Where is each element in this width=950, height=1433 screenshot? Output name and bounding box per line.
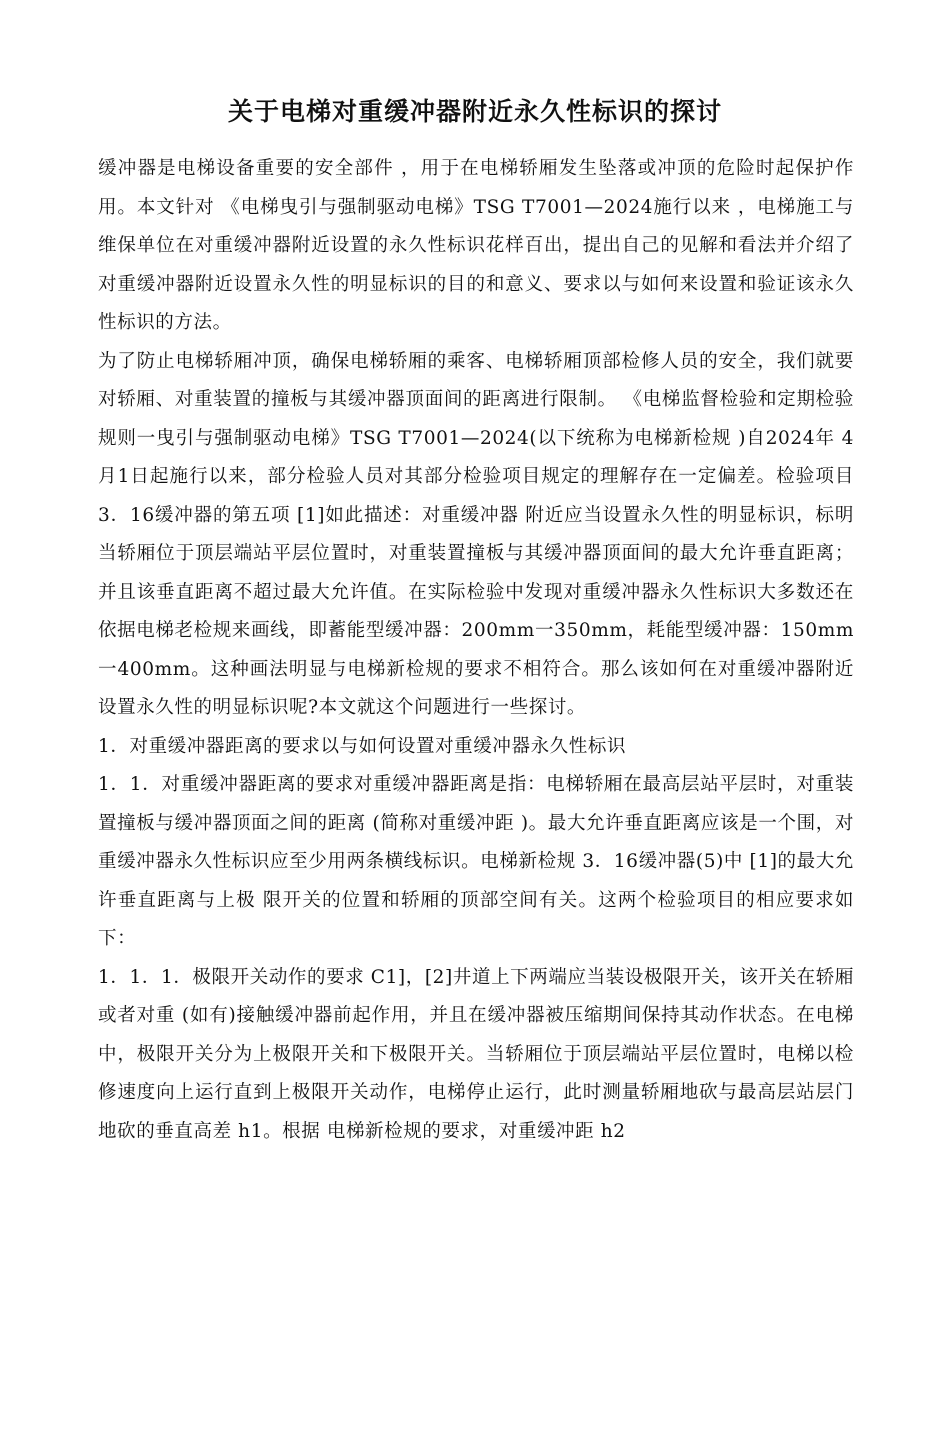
document-title: 关于电梯对重缓冲器附近永久性标识的探讨 <box>227 97 722 126</box>
document-body <box>98 150 854 1151</box>
section-heading-1: 1．对重缓冲器距离的要求以与如何设置对重缓冲器永久性标识 <box>98 735 627 757</box>
section-1-1-1: 1．1．1．极限开关动作的要求 C1]，[2]井道上下两端应当装设极限开关，该开关在轿厢或者对重 (如有)接触缓冲器前起作用，并且在缓冲器被压缩期间保持其动作状态。在电梯中，极限开关分为上极限开关和下极限开关。当轿厢位于顶层端站平层位置时，电梯以检修速度向上运行直到上极限开关动作，电梯停止运行，此时测量轿厢地砍与最高层站层门地砍的垂直高差 h1。根据 电梯新检规的要求，对重缓冲距 h2 <box>98 966 854 1142</box>
paragraph-abstract: 缓冲器是电梯设备重要的安全部件 ，用于在电梯轿厢发生坠落或冲顶的危险时起保护作用。本文针对 《电梯曳引与强制驱动电梯》TSG T7001—2024施行以来 ，电梯施工与维保单位在对重缓冲器附近设置的永久性标识花样百出，提出自己的见解和看法并介绍了对重缓冲器附近设置永久性的明显标识的目的和意义、要求以与如何来设置和验证该永久性标识的方法。 <box>98 158 854 333</box>
section-1-1: 1．1．对重缓冲器距离的要求对重缓冲器距离是指：电梯轿厢在最高层站平层时，对重装置撞板与缓冲器顶面之间的距离 (简称对重缓冲距 )。最大允许垂直距离应该是一个围，对重缓冲器永久性标识应至少用两条横线标识。电梯新检规 3．16缓冲器(5)中 [1]的最大允许垂直距离与上极 限开关的位置和轿厢的顶部空间有关。这两个检验项目的相应要求如下： <box>98 774 854 949</box>
paragraph-introduction: 为了防止电梯轿厢冲顶，确保电梯轿厢的乘客、电梯轿厢顶部检修人员的安全，我们就要对轿厢、对重装置的撞板与其缓冲器顶面间的距离进行限制。 《电梯监督检验和定期检验规则一曳引与强制驱动电梯》TSG T7001—2024(以下统称为电梯新检规 )自2024年 4月1日起施行以来，部分检验人员对其部分检验项目规定的理解存在一定偏差。检验项目3．16缓冲器的第五项 [1]如此描述：对重缓冲器 附近应当设置永久性的明显标识，标明当轿厢位于顶层端站平层位置时，对重装置撞板与其缓冲器顶面间的最大允许垂直距离；并且该垂直距离不超过最大允许值。在实际检验中发现对重缓冲器永久性标识大多数还在依据电梯老检规来画线，即蓄能型缓冲器：200mm一350mm，耗能型缓冲器：150mm一400mm。这种画法明显与电梯新检规的要求不相符合。那么该如何在对重缓冲器附近设置永久性的明显标识呢?本文就这个问题进行一些探讨。 <box>98 350 854 718</box>
